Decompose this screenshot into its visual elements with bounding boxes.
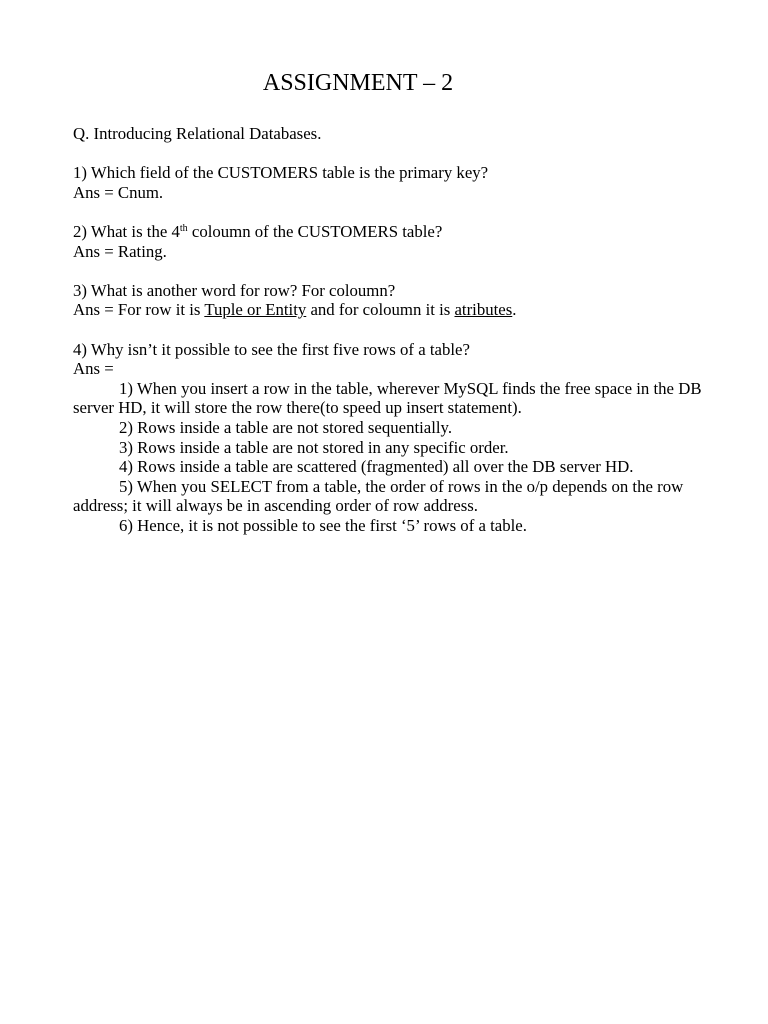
- question-2-suffix: coloumn of the CUSTOMERS table?: [187, 221, 443, 241]
- assignment-title: ASSIGNMENT – 2: [262, 70, 454, 96]
- answer-4-point-3: 3) Rows inside a table are not stored in any specific order.: [119, 437, 509, 457]
- answer-3: [73, 300, 703, 320]
- spacer: [73, 261, 703, 281]
- answer-2: Ans = Rating.: [73, 241, 167, 261]
- answer-3-row-term: Tuple or Entity: [204, 300, 307, 320]
- answer-3-middle: and for coloumn it is: [306, 300, 455, 320]
- spacer: [73, 320, 703, 340]
- topic-heading: Q. Introducing Relational Databases.: [73, 124, 322, 143]
- question-2-prefix: 2) What is the 4: [73, 221, 180, 241]
- question-1: 1) Which field of the CUSTOMERS table is the primary key?: [73, 163, 489, 183]
- answer-4-point-5: 5) When you SELECT from a table, the order of rows in the o/p depends on the row address; it will always be in ascending order of row address.: [73, 476, 684, 516]
- answer-4-point-2: 2) Rows inside a table are not stored sequentially.: [119, 417, 453, 437]
- answer-3-prefix: Ans = For row it is: [73, 300, 205, 320]
- answer-4-point-4: 4) Rows inside a table are scattered (fragmented) all over the DB server HD.: [119, 457, 634, 477]
- question-2-superscript: th: [179, 222, 188, 234]
- answer-4-label: Ans =: [73, 359, 114, 379]
- spacer: [73, 202, 703, 222]
- spacer: [73, 144, 703, 164]
- answer-3-column-term: atributes: [454, 300, 513, 320]
- question-2: [73, 222, 703, 242]
- question-3: 3) What is another word for row? For coloumn?: [73, 280, 396, 300]
- answer-4-point-1: 1) When you insert a row in the table, wherever MySQL finds the free space in the DB server HD, it will store the row there(to speed up insert statement).: [73, 378, 702, 418]
- question-4: 4) Why isn’t it possible to see the first five rows of a table?: [73, 339, 470, 359]
- document-body: [73, 124, 703, 535]
- answer-4-point-6: 6) Hence, it is not possible to see the first ‘5’ rows of a table.: [119, 515, 527, 535]
- answer-3-suffix: .: [512, 300, 517, 320]
- answer-1: Ans = Cnum.: [73, 182, 164, 202]
